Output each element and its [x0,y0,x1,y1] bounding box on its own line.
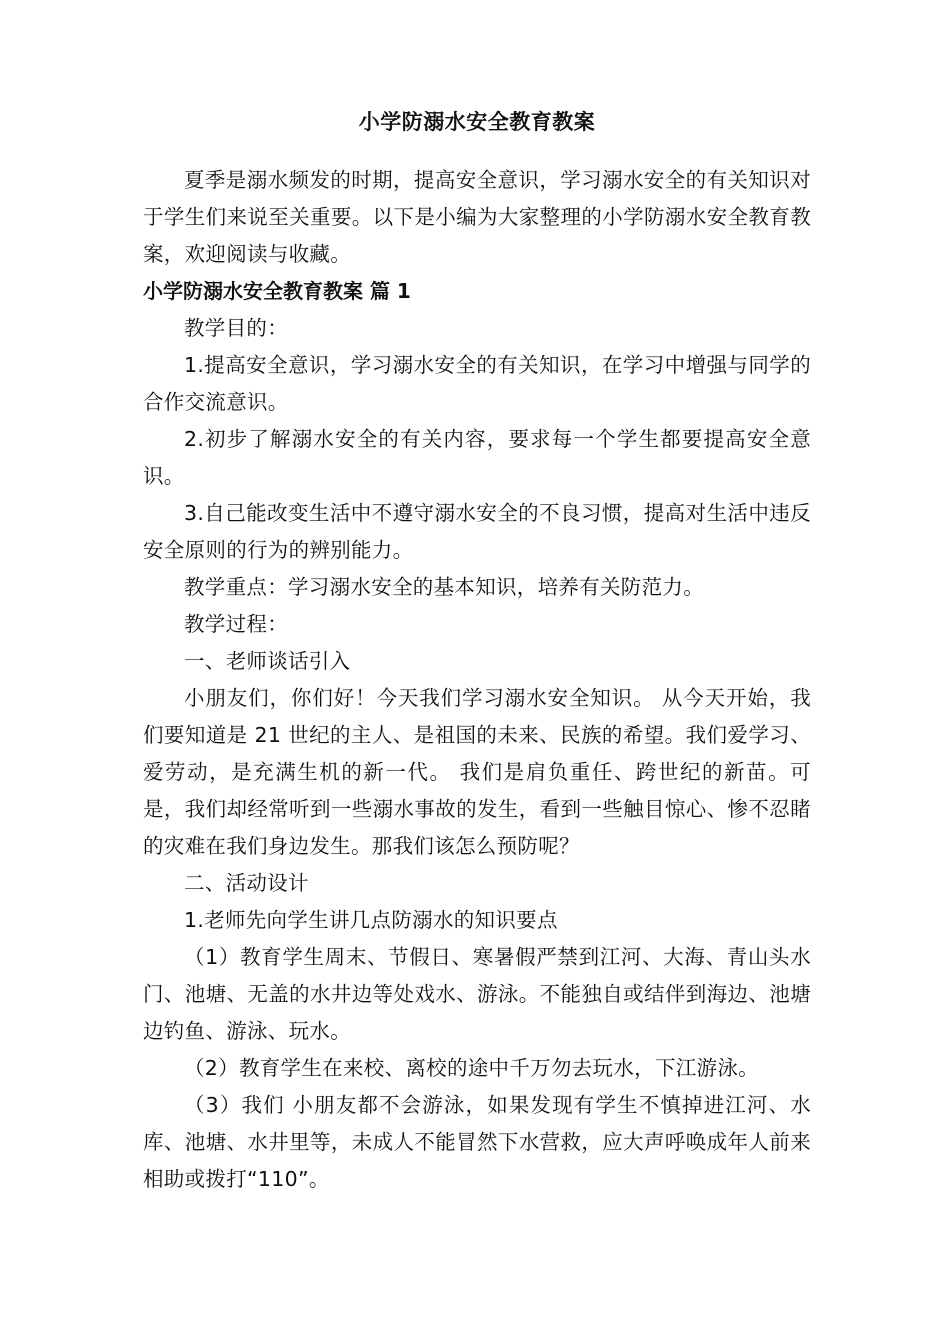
document-page [143,108,811,1198]
teaching-goal-label: 教学目的： [184,316,288,340]
knowledge-point-2: （2）教育学生在来校、离校的途中千万勿去玩水，下江游泳。 [184,1056,759,1080]
goal-item-1: 1.提高安全意识，学习溺水安全的有关知识，在学习中增强与同学的合作交流意识。 [143,353,811,414]
part-one-paragraph: 小朋友们，你们好！今天我们学习溺水安全知识。 从今天开始，我们要知道是 21 世纪的主人、是祖国的未来、民族的希望。我们爱学习、爱劳动，是充满生机的新一代。 我们是肩负重任、跨世纪的新苗。可是，我们却经常听到一些溺水事故的发生，看到一些触目惊心、惨不忍睹的灾难在我们身边发生。那我们该怎么预防呢？ [143,686,811,858]
goal-item-3: 3.自己能改变生活中不遵守溺水安全的不良习惯，提高对生活中违反安全原则的行为的辨别能力。 [143,501,811,562]
knowledge-point-1: （1）教育学生周末、节假日、寒暑假严禁到江河、大海、青山头水门、池塘、无盖的水井边等处戏水、游泳。不能独自或结伴到海边、池塘边钓鱼、游泳、玩水。 [143,945,811,1043]
intro-paragraph: 夏季是溺水频发的时期，提高安全意识，学习溺水安全的有关知识对于学生们来说至关重要。以下是小编为大家整理的小学防溺水安全教育教案，欢迎阅读与收藏。 [143,168,811,266]
document-title: 小学防溺水安全教育教案 [358,110,596,134]
section-heading: 小学防溺水安全教育教案 篇 1 [143,279,411,303]
knowledge-point-3: （3）我们 小朋友都不会游泳，如果发现有学生不慎掉进江河、水库、池塘、水井里等，未成人不能冒然下水营救，应大声呼唤成年人前来相助或拨打“110”。 [143,1093,811,1191]
teaching-process-label: 教学过程： [184,612,288,636]
teaching-focus: 教学重点：学习溺水安全的基本知识，培养有关防范力。 [184,575,704,599]
goal-item-2: 2.初步了解溺水安全的有关内容，要求每一个学生都要提高安全意识。 [143,427,811,488]
part-one-heading: 一、老师谈话引入 [184,649,351,673]
activity-item-1: 1.老师先向学生讲几点防溺水的知识要点 [184,908,558,932]
document-body [143,162,811,1198]
part-two-heading: 二、活动设计 [184,871,309,895]
